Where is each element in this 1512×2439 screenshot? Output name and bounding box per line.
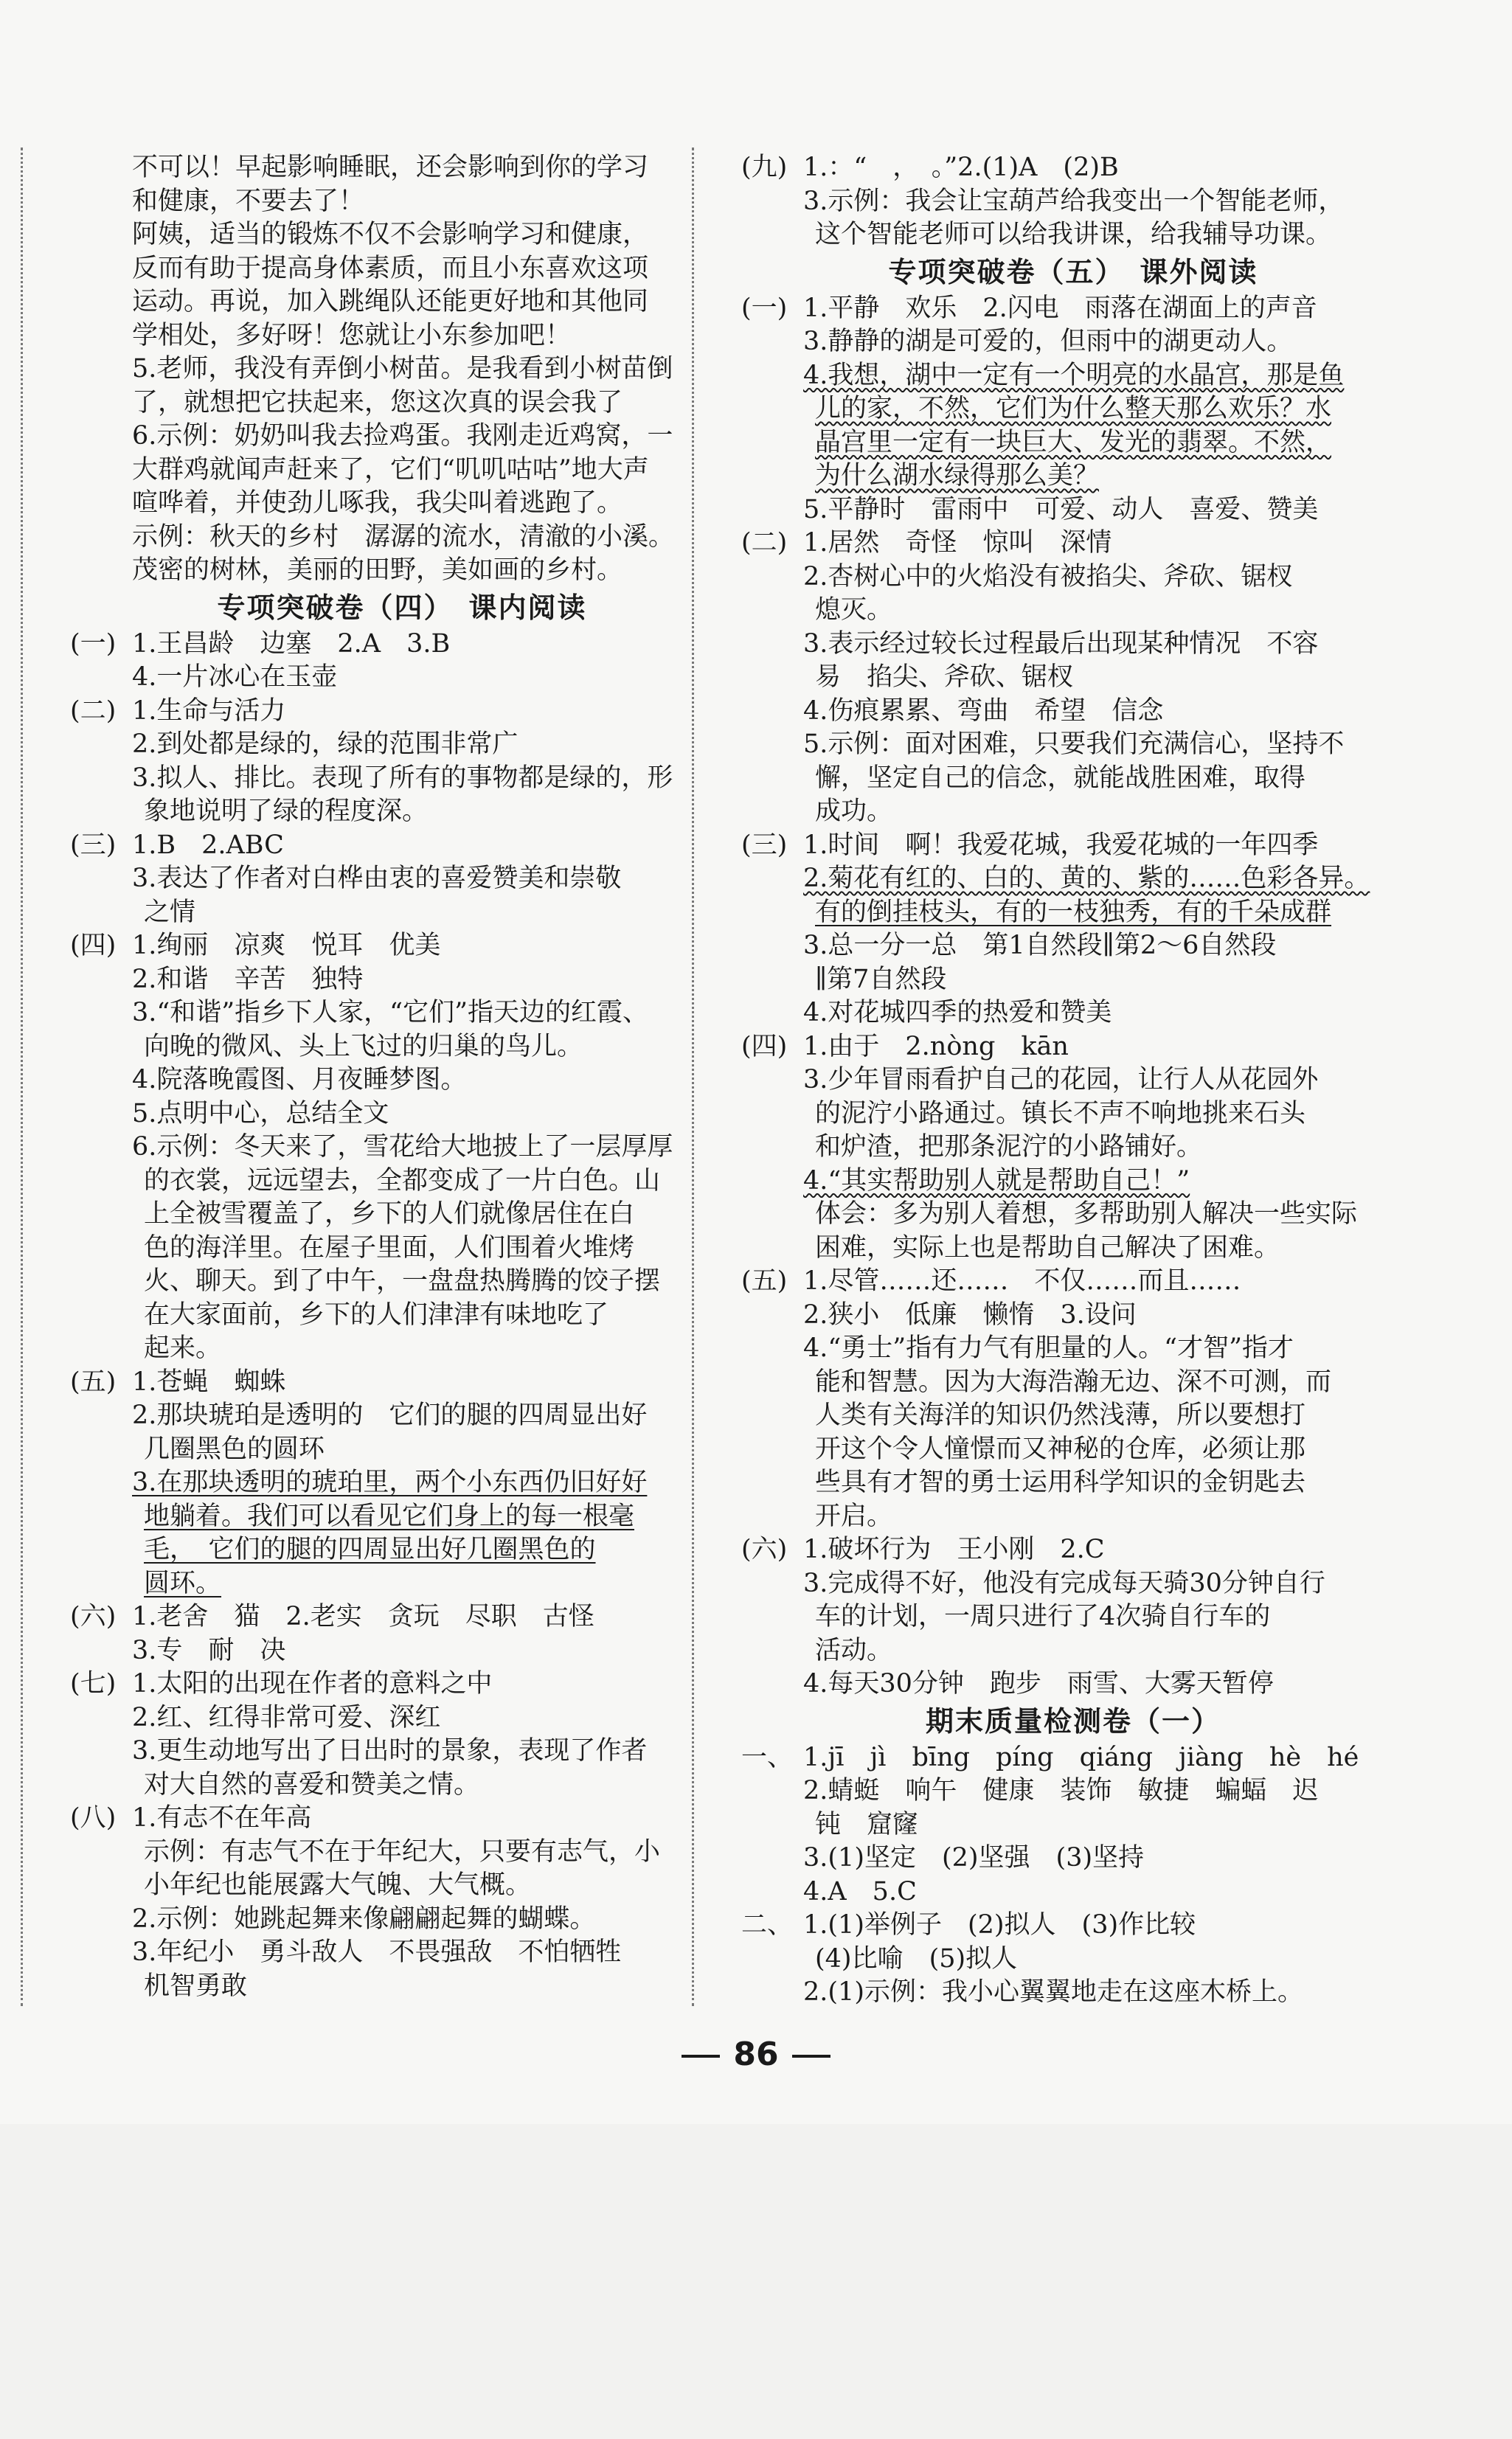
page-number-footer	[0, 2036, 1512, 2073]
section-title: 期末质量检测卷（一）	[925, 1704, 1221, 1738]
answer-line	[741, 1976, 1405, 2010]
answer-text: 6.示例：奶奶叫我去捡鸡蛋。我刚走近鸡窝，一	[132, 421, 673, 451]
answer-continuation-line	[70, 1332, 734, 1366]
answer-text: 3.拟人、排比。表现了所有的事物都是绿的，形	[132, 763, 673, 793]
answer-line	[741, 1265, 1405, 1299]
answer-line	[741, 929, 1405, 963]
question-label: (六)	[741, 1535, 788, 1564]
answer-text: 示例：有志气不在于年纪大，只要有志气，小	[144, 1836, 661, 1867]
answer-line	[741, 628, 1405, 662]
answer-text: 为什么湖水绿得那么美？	[815, 461, 1100, 490]
answer-text: 运动。再说，加入跳绳队还能更好地和其他同	[132, 287, 649, 316]
answer-continuation-line	[70, 185, 734, 219]
answer-text: 色的海洋里。在屋子里面，人们围着火堆烤	[144, 1232, 635, 1263]
answer-text: 这个智能老师可以给我讲课，给我辅导功课。	[815, 220, 1332, 249]
answer-text: 人类有关海洋的知识仍然浅薄，所以要想打	[815, 1401, 1306, 1430]
answer-continuation-line	[741, 1131, 1405, 1165]
answer-text: 象地说明了绿的程度深。	[144, 797, 429, 826]
answer-continuation-line	[70, 1165, 734, 1198]
answer-text: 些具有才智的勇士运用科学知识的金钥匙去	[815, 1468, 1306, 1497]
answer-line	[741, 359, 1405, 393]
answer-text: 1.有志不在年高	[132, 1803, 312, 1833]
answer-text: 的衣裳，远远望去，全都变成了一片白色。山	[144, 1165, 661, 1196]
answer-line	[70, 1600, 734, 1634]
answer-line	[741, 1533, 1405, 1567]
answer-continuation-line	[70, 1769, 734, 1803]
answer-continuation-line	[741, 392, 1405, 426]
answer-text: 熄灭。	[815, 595, 893, 625]
answer-continuation-line	[70, 1533, 734, 1567]
answer-text: 圆环。	[144, 1568, 222, 1598]
answer-continuation-line	[741, 1097, 1405, 1131]
question-label: (七)	[70, 1669, 117, 1699]
answer-continuation-line	[741, 459, 1405, 493]
answer-text: 开启。	[815, 1501, 893, 1531]
answer-text: 几圈黑色的圆环	[144, 1434, 325, 1464]
question-label: (五)	[70, 1367, 117, 1397]
answer-text: 大群鸡就闻声赶来了，它们“叽叽咕咕”地大声	[132, 454, 649, 485]
answer-text: 对大自然的喜爱和赞美之情。	[144, 1769, 480, 1800]
question-label: 一、	[741, 1742, 794, 1772]
answer-continuation-line	[741, 795, 1405, 829]
answer-continuation-line	[70, 1567, 734, 1601]
answer-text: 3.总一分一总 第1自然段∥第2～6自然段	[803, 931, 1277, 960]
answer-continuation-line	[741, 1600, 1405, 1634]
answer-text: 4.“勇士”指有力气有胆量的人。“才智”指才	[803, 1333, 1294, 1363]
answer-continuation-line	[70, 386, 734, 420]
answer-text: 3.少年冒雨看护自己的花园，让行人从花园外	[803, 1065, 1319, 1094]
answer-continuation-line	[741, 661, 1405, 695]
answer-line	[70, 695, 734, 729]
question-label: (一)	[741, 293, 788, 323]
answer-text: (4)比喻 (5)拟人	[815, 1943, 1018, 1974]
answer-text: 2.到处都是绿的，绿的范围非常广	[132, 729, 519, 759]
question-label: (六)	[70, 1602, 117, 1631]
answer-text: 机智勇敢	[144, 1971, 248, 2001]
answer-line	[741, 325, 1405, 359]
section-title: 专项突破卷（五） 课外阅读	[888, 255, 1258, 288]
answer-text: 学相处，多好呀！您就让小东参加吧！	[132, 320, 572, 350]
answer-line	[70, 728, 734, 762]
answer-text: 火、聊天。到了中午，一盘盘热腾腾的饺子摆	[144, 1266, 661, 1296]
answer-text: 不可以！早起影响睡眠，还会影响到你的学习	[132, 153, 649, 182]
answer-continuation-line	[70, 1299, 734, 1333]
answer-text: 1.老舍 猫 2.老实 贪玩 尽职 古怪	[132, 1602, 594, 1631]
answer-continuation-line	[70, 1030, 734, 1064]
answer-line	[741, 292, 1405, 326]
answer-text: 了，就想把它扶起来，您这次真的误会我了	[132, 387, 623, 417]
answer-text: 1.平静 欢乐 2.闪电 雨落在湖面上的声音	[803, 293, 1317, 323]
answer-line	[70, 829, 734, 863]
answer-text: 和健康，不要去了！	[132, 186, 365, 216]
answer-continuation-line	[741, 1466, 1405, 1500]
answer-continuation-line	[70, 319, 734, 353]
page-number: 86	[733, 2036, 779, 2073]
answer-continuation-line	[741, 218, 1405, 252]
answer-text: 1.：“ ， 。”2.(1)A (2)B	[803, 153, 1119, 182]
answer-text: 2.红、红得非常可爱、深红	[132, 1702, 441, 1732]
left-column	[70, 151, 734, 2003]
answer-text: 钝 窟窿	[815, 1809, 919, 1839]
answer-text: 和炉渣，把那条泥泞的小路铺好。	[815, 1132, 1203, 1162]
answer-text: 活动。	[815, 1635, 893, 1665]
answer-text: 懈，坚定自己的信念，就能战胜困难，取得	[815, 763, 1306, 793]
answer-continuation-line	[70, 151, 734, 185]
answer-text: 2.示例：她跳起舞来像翩翩起舞的蝴蝶。	[132, 1904, 596, 1934]
answer-line	[70, 1466, 734, 1500]
answer-text: 1.王昌龄 边塞 2.A 3.B	[132, 628, 451, 659]
answer-text: 5.点明中心，总结全文	[132, 1098, 389, 1128]
answer-text: 易 掐尖、斧砍、锯杈	[815, 662, 1074, 692]
answer-line	[741, 1876, 1405, 1909]
answer-line	[741, 1299, 1405, 1333]
answer-continuation-line	[70, 285, 734, 319]
answer-text: 3.“和谐”指乡下人家，“它们”指天边的红霞、	[132, 998, 648, 1027]
answer-text: 3.表达了作者对白桦由衷的喜爱赞美和崇敬	[132, 864, 622, 893]
answer-continuation-line	[70, 1970, 734, 2004]
answer-text: ∥第7自然段	[815, 964, 947, 994]
answer-line	[741, 1064, 1405, 1097]
answer-continuation-line	[741, 1366, 1405, 1400]
answer-text: 5.平静时 雷雨中 可爱、动人 喜爱、赞美	[803, 494, 1319, 524]
answer-line	[741, 1774, 1405, 1808]
answer-line	[741, 695, 1405, 729]
answer-line	[741, 862, 1405, 896]
answer-continuation-line	[70, 1500, 734, 1534]
question-label: (一)	[70, 628, 117, 659]
answer-text: 3.完成得不好，他没有完成每天骑30分钟自行	[803, 1568, 1325, 1598]
answer-text: 起来。	[144, 1333, 222, 1363]
answer-line	[70, 628, 734, 662]
answer-continuation-line	[70, 795, 734, 829]
answer-text: 3.静静的湖是可爱的，但雨中的湖更动人。	[803, 327, 1293, 356]
answer-text: 车的计划，一周只进行了4次骑自行车的	[815, 1602, 1271, 1631]
answer-text: 3.专 耐 决	[132, 1635, 286, 1665]
answer-text: 茂密的树林，美丽的田野，美如画的乡村。	[132, 555, 623, 585]
answer-text: 1.jī jì bīng píng qiáng jiàng hè hé	[803, 1742, 1359, 1772]
answer-text: 1.居然 奇怪 惊叫 深情	[803, 528, 1112, 558]
answer-line	[70, 1936, 734, 1970]
answer-text: 向晚的微风、头上飞过的归巢的鸟儿。	[144, 1031, 583, 1061]
left-margin-divider	[21, 148, 23, 2006]
answer-continuation-line	[741, 426, 1405, 460]
answer-text: 1.时间 啊！我爱花城，我爱花城的一年四季	[803, 830, 1319, 860]
answer-line	[70, 1634, 734, 1668]
answer-continuation-line	[70, 896, 734, 930]
answer-text: 有的倒挂枝头，有的一枝独秀，有的千朵成群	[815, 897, 1332, 927]
answer-text: 体会：多为别人着想，多帮助别人解决一些实际	[815, 1199, 1358, 1229]
answer-continuation-line	[741, 1500, 1405, 1534]
answer-line	[741, 151, 1405, 185]
answer-text: 毛， 它们的腿的四周显出好几圈黑色的	[144, 1535, 596, 1564]
answer-text: 2.蜻蜓 响午 健康 装饰 敏捷 蝙蝠 迟	[803, 1776, 1319, 1805]
answer-continuation-line	[741, 1433, 1405, 1467]
answer-text: 反而有助于提高身体素质，而且小东喜欢这项	[132, 253, 649, 283]
answer-continuation-line	[70, 1836, 734, 1870]
answer-line	[70, 762, 734, 796]
answer-text: 4.“其实帮助别人就是帮助自己！”	[803, 1165, 1190, 1196]
answer-text: 地躺着。我们可以看见它们身上的每一根毫	[144, 1501, 635, 1531]
answer-continuation-line	[70, 1232, 734, 1266]
answer-line	[741, 185, 1405, 219]
answer-line	[741, 728, 1405, 762]
answer-text: 6.示例：冬天来了，雪花给大地披上了一层厚厚	[132, 1132, 673, 1162]
answer-text: 3.在那块透明的琥珀里，两个小东西仍旧好好	[132, 1468, 648, 1497]
answer-line	[70, 1366, 734, 1400]
answer-line	[70, 661, 734, 695]
answer-line	[70, 963, 734, 997]
answer-text: 4.伤痕累累、弯曲 希望 信念	[803, 695, 1164, 726]
question-label: (九)	[741, 153, 788, 182]
answer-text: 3.年纪小 勇斗敌人 不畏强敌 不怕牺牲	[132, 1937, 622, 1967]
answer-line	[70, 1735, 734, 1769]
answer-text: 之情	[144, 897, 196, 927]
answer-continuation-line	[741, 1808, 1405, 1842]
answer-text: 开这个令人憧憬而又神秘的仓库，必须让那	[815, 1434, 1306, 1464]
answer-text: 5.老师，我没有弄倒小树苗。是我看到小树苗倒	[132, 354, 673, 384]
answer-line	[741, 1567, 1405, 1601]
answer-text: 2.菊花有红的、白的、黄的、紫的……色彩各异。	[803, 864, 1370, 893]
question-label: (四)	[70, 931, 117, 960]
question-label: (八)	[70, 1803, 117, 1833]
answer-text: 1.破坏行为 王小刚 2.C	[803, 1535, 1105, 1564]
answer-text: 4.院落晚霞图、月夜睡梦图。	[132, 1065, 467, 1094]
answer-text: 4.每天30分钟 跑步 雨雪、大雾天暂停	[803, 1669, 1274, 1699]
question-label: (三)	[741, 830, 788, 860]
answer-line	[741, 1165, 1405, 1198]
answer-text: 的泥泞小路通过。镇长不声不响地挑来石头	[815, 1098, 1306, 1128]
answer-text: 5.示例：面对困难，只要我们充满信心，坚持不	[803, 729, 1345, 759]
answer-text: 小年纪也能展露大气魄、大气概。	[144, 1870, 532, 1900]
answer-text: 2.(1)示例：我小心翼翼地走在这座木桥上。	[803, 1977, 1303, 2007]
answer-continuation-line	[70, 487, 734, 521]
answer-continuation-line	[741, 762, 1405, 796]
answer-continuation-line	[741, 1943, 1405, 1977]
footer-dash-right	[792, 2055, 830, 2058]
answer-text: 3.更生动地写出了日出时的景象，表现了作者	[132, 1736, 648, 1766]
answer-line	[741, 493, 1405, 527]
answer-line	[741, 1842, 1405, 1876]
answer-continuation-line	[70, 1869, 734, 1903]
answer-continuation-line	[741, 1399, 1405, 1433]
answer-text: 1.由于 2.nòng kān	[803, 1031, 1069, 1061]
answer-text: 在大家面前，乡下的人们津津有味地吃了	[144, 1300, 609, 1330]
answer-text: 1.绚丽 凉爽 悦耳 优美	[132, 931, 441, 960]
answer-line	[70, 1097, 734, 1131]
answer-text: 3.示例：我会让宝葫芦给我变出一个智能老师，	[803, 186, 1345, 216]
answer-text: 儿的家，不然，它们为什么整天那么欢乐？水	[815, 394, 1332, 423]
answer-line	[70, 1399, 734, 1433]
answer-continuation-line	[741, 896, 1405, 930]
answer-continuation-line	[70, 554, 734, 588]
answer-line	[70, 862, 734, 896]
answer-continuation-line	[70, 1198, 734, 1232]
question-label: 二、	[741, 1910, 794, 1940]
answer-line	[70, 1903, 734, 1937]
answer-line	[70, 1701, 734, 1735]
answer-line	[741, 527, 1405, 561]
answer-text: 示例：秋天的乡村 潺潺的流水，清澈的小溪。	[132, 521, 675, 552]
answer-text: 3.表示经过较长过程最后出现某种情况 不容	[803, 628, 1319, 659]
answer-text: 1.太阳的出现在作者的意料之中	[132, 1669, 493, 1699]
question-label: (四)	[741, 1031, 788, 1061]
answer-line	[741, 829, 1405, 863]
answer-text: 1.B 2.ABC	[132, 830, 284, 860]
answer-line	[70, 420, 734, 454]
answer-line	[741, 1741, 1405, 1775]
answer-text: 1.(1)举例子 (2)拟人 (3)作比较	[803, 1910, 1196, 1940]
question-label: (二)	[70, 695, 117, 726]
blank-bottom-area	[0, 2124, 1512, 2439]
answer-line	[70, 353, 734, 386]
answer-text: 2.杏树心中的火焰没有被掐尖、斧砍、锯杈	[803, 561, 1293, 591]
answer-text: 成功。	[815, 797, 893, 826]
answer-text: 2.那块琥珀是透明的 它们的腿的四周显出好	[132, 1401, 648, 1430]
answer-text: 上全被雪覆盖了，乡下的人们就像居住在白	[144, 1199, 635, 1229]
answer-line	[741, 1332, 1405, 1366]
answer-continuation-line	[70, 521, 734, 555]
answer-continuation-line	[741, 594, 1405, 628]
answer-line	[741, 996, 1405, 1030]
answer-continuation-line	[70, 1265, 734, 1299]
answer-line	[741, 1030, 1405, 1064]
answer-text: 困难，实际上也是帮助自己解决了困难。	[815, 1232, 1280, 1263]
answer-text: 能和智慧。因为大海浩瀚无边、深不可测，而	[815, 1367, 1332, 1397]
answer-line	[70, 1668, 734, 1701]
answer-line	[70, 996, 734, 1030]
answer-continuation-line	[741, 1198, 1405, 1232]
answer-continuation-line	[70, 252, 734, 286]
answer-line	[70, 1131, 734, 1165]
answer-continuation-line	[741, 1634, 1405, 1668]
answer-continuation-line	[70, 454, 734, 488]
answer-continuation-line	[741, 963, 1405, 997]
answer-text: 1.生命与活力	[132, 695, 286, 726]
answer-text: 2.和谐 辛苦 独特	[132, 964, 364, 994]
answer-text: 晶宫里一定有一块巨大、发光的翡翠。不然，	[815, 427, 1332, 457]
answer-line	[741, 1909, 1405, 1943]
answer-line	[741, 1668, 1405, 1701]
answer-text: 3.(1)坚定 (2)坚强 (3)坚持	[803, 1843, 1145, 1873]
answer-line	[70, 1802, 734, 1836]
answer-continuation-line	[741, 1232, 1405, 1266]
question-label: (五)	[741, 1266, 788, 1296]
answer-continuation-line	[70, 1433, 734, 1467]
answer-text: 1.尽管……还…… 不仅……而且……	[803, 1266, 1241, 1296]
answer-text: 4.我想，湖中一定有一个明亮的水晶宫，那是鱼	[803, 360, 1345, 390]
question-label: (二)	[741, 528, 788, 558]
answer-text: 阿姨，适当的锻炼不仅不会影响学习和健康，	[132, 220, 649, 249]
answer-text: 1.苍蝇 蜘蛛	[132, 1367, 286, 1397]
answer-text: 4.一片冰心在玉壶	[132, 662, 338, 692]
section-title: 专项突破卷（四） 课内阅读	[217, 591, 587, 624]
answer-continuation-line	[70, 218, 734, 252]
answer-line	[70, 1064, 734, 1097]
answer-text: 喧哗着，并使劲儿啄我，我尖叫着逃跑了。	[132, 488, 623, 518]
footer-dash-left	[682, 2055, 720, 2058]
question-label: (三)	[70, 830, 117, 860]
answer-line	[70, 929, 734, 963]
answer-text: 4.A 5.C	[803, 1876, 917, 1907]
answer-text: 4.对花城四季的热爱和赞美	[803, 998, 1112, 1027]
answer-text: 2.狭小 低廉 懒惰 3.设问	[803, 1300, 1137, 1330]
answer-line	[741, 561, 1405, 594]
right-column	[741, 151, 1405, 2010]
